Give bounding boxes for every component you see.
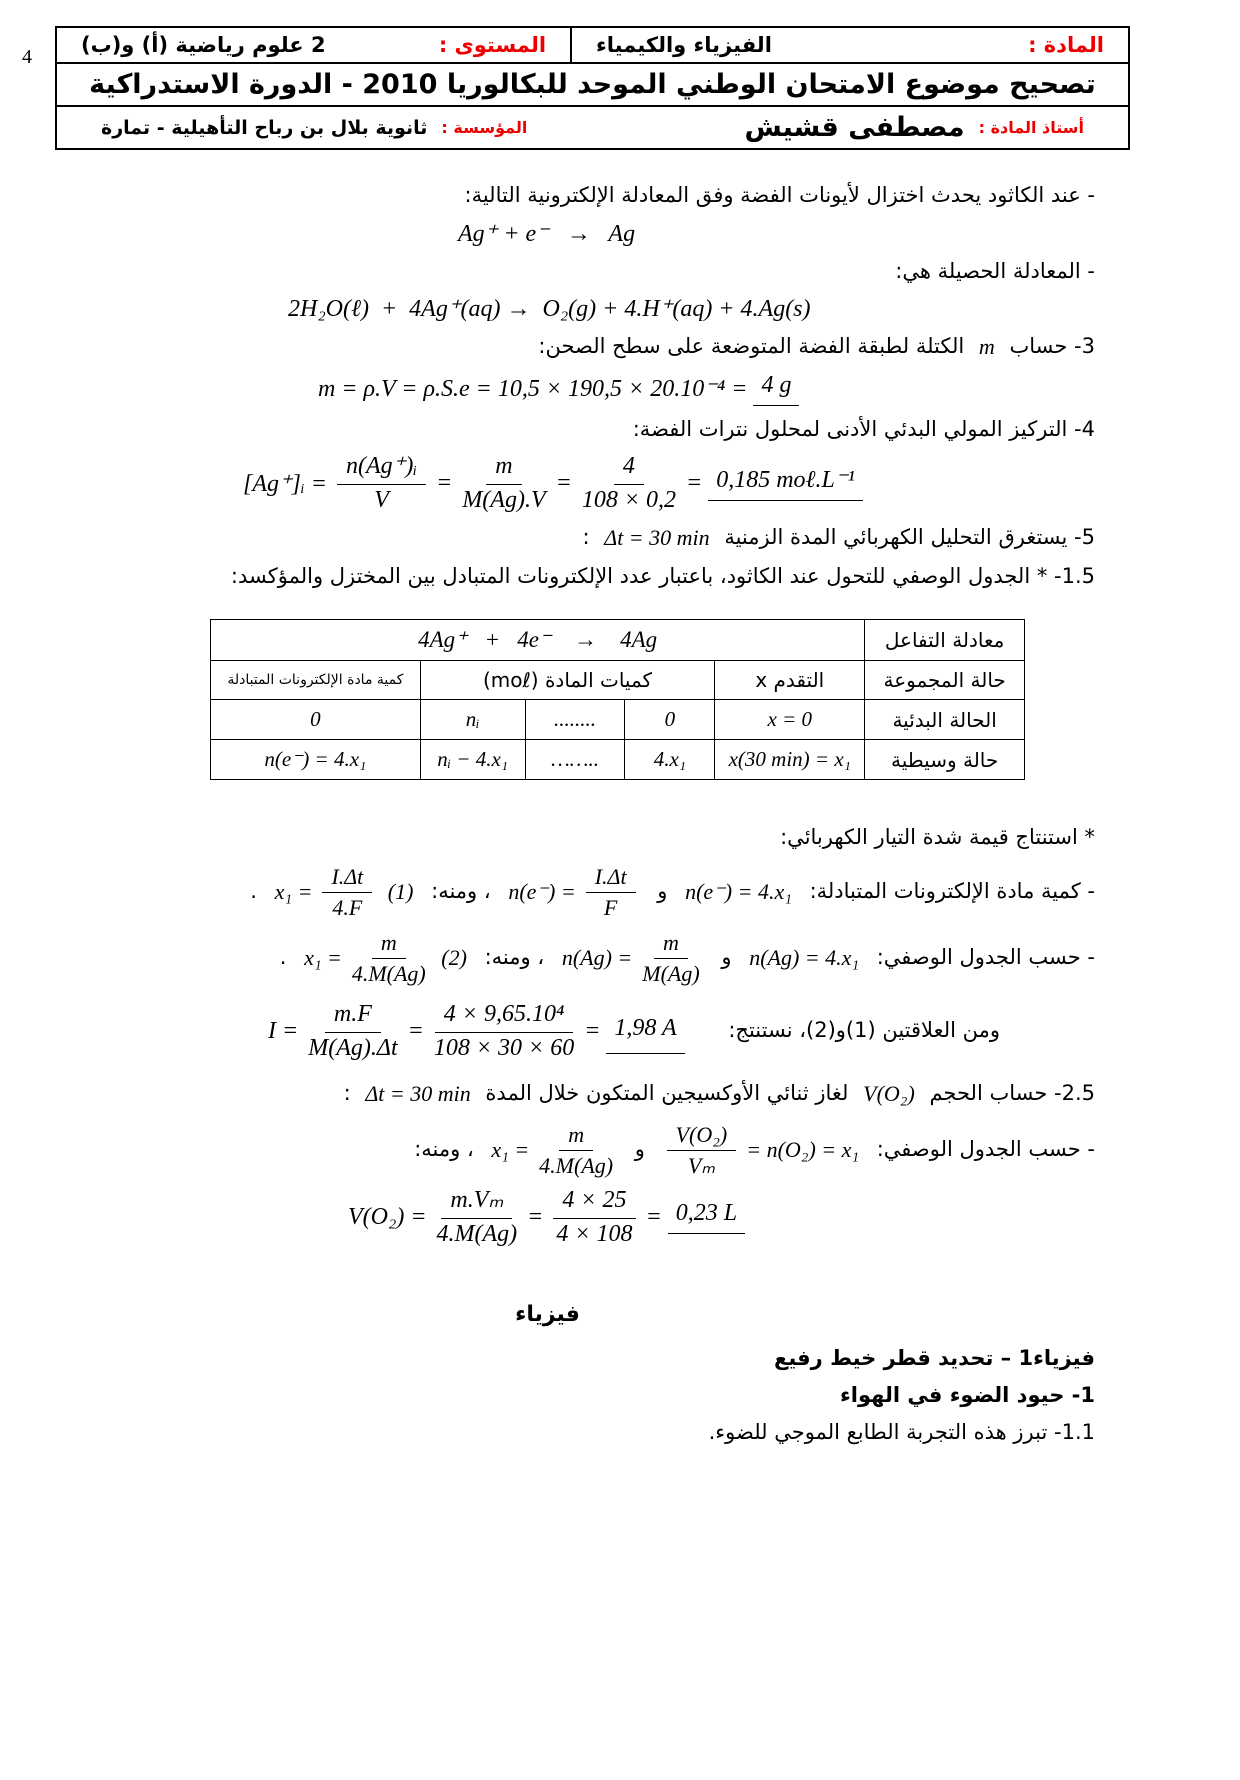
initial-x-cell: x = 0 (715, 700, 865, 740)
oxygen-mole-equation: $\frac{\text{V(O₂)}}{\text{Vₘ}}$ = n(O₂) = x₁ (660, 1121, 862, 1179)
current-intensity-equation: I = $\frac{m.F}{M(Ag).\Delta t}$ = $\frac{\text{4 × 9,65.10⁴}}{108 \times 30 \times 60}$ = 1,98 A (265, 1000, 688, 1062)
duration-text-pre: 5- يستغرق التحليل الكهربائي المدة الزمنية (717, 525, 1095, 550)
intermediate-state-cell: حالة وسيطية (865, 740, 1025, 780)
current-result-line (0, 1000, 1095, 1062)
mass-equation: m = ρ.V = ρ.S.e = 10,5 × 190,5 × 20.10⁻⁴ = 4 g (0, 372, 1095, 406)
volume-symbol: V(O₂) (863, 1081, 915, 1107)
level-label: المستوى : (438, 33, 547, 57)
balance-equation: 2H₂O(ℓ) + 4Ag⁺(aq) → O₂(g) + 4.H⁺(aq) + 4.Ag(s) (288, 296, 811, 323)
subject-label: المادة : (1028, 33, 1104, 57)
electrolysis-duration-text (0, 520, 1095, 556)
level-cell (56, 27, 571, 63)
electrons-amount-label: - كمية مادة الإلكترونات المتبادلة: (802, 878, 1095, 903)
intermediate-ni-cell: nᵢ − 4.x₁ (420, 740, 525, 780)
x1-relation-2: x₁ = $\frac{m}{4.M(Ag)}$ (2) (304, 929, 467, 986)
electrons-label-cell: كمية مادة الإلكترونات المتبادلة (211, 661, 421, 700)
table-row-equation (211, 620, 1025, 661)
table-row-initial (211, 700, 1025, 740)
volume-question-text (0, 1076, 1095, 1112)
amounts-label-cell: كميات المادة (moℓ) (420, 661, 715, 700)
level-value: 2 علوم رياضية (أ) و(ب) (81, 33, 326, 57)
mass-question-text (0, 329, 1095, 365)
equation-label-cell: معادلة التفاعل (865, 620, 1025, 661)
hence-text-1: ، ومنه: (424, 878, 491, 903)
volume-duration-value: Δt = 30 min (365, 1081, 471, 1107)
and-conjunction-2: و (714, 944, 732, 969)
initial-quantity-cell: 0 (625, 700, 715, 740)
level-inner (65, 33, 562, 57)
progress-table (210, 619, 1025, 780)
state-label-cell: حالة المجموعة (865, 661, 1025, 700)
volume-result-equation: V(O₂) = $\frac{\text{m.Vₘ}}{4.M(Ag)}$ = $\frac{4 \times 25}{4 \times 108}$ = 0,23 L (0, 1186, 1095, 1248)
cathode-reduction-text: - عند الكاثود يحدث اختزال لأيونات الفضة وفق المعادلة الإلكترونية التالية: (464, 183, 1095, 207)
volume-table-line (0, 1121, 1095, 1179)
document-title: تصحيح موضوع الامتحان الوطني الموحد للبكالوريا 2010 - الدورة الاستدراكية (56, 63, 1129, 106)
intermediate-electrons-cell: n(e⁻) = 4.x₁ (211, 740, 421, 780)
descriptive-table-line (0, 929, 1095, 987)
table-equation-cell: 4Ag⁺ + 4e⁻ → 4Ag (211, 620, 865, 661)
subject-inner (580, 33, 1120, 57)
faraday-equation: n(e⁻) = $\frac{I.\Delta t}{F}$ (505, 863, 642, 921)
table-row-intermediate (211, 740, 1025, 780)
header-row-subject-level (56, 27, 1129, 63)
intermediate-x-cell: x(30 min) = x₁ (715, 740, 865, 780)
concentration-question-text: 4- التركيز المولي البدئي الأدنى لمحلول نترات الفضة: (632, 416, 1095, 441)
volume-table-label: - حسب الجدول الوصفي: (870, 1136, 1095, 1161)
teacher-school-cell (56, 106, 1129, 149)
header-table (55, 26, 1130, 150)
and-conjunction-3: و (628, 1136, 645, 1161)
initial-electrons-cell: 0 (211, 700, 421, 740)
header-row-teacher-school (56, 106, 1129, 149)
intermediate-dots-cell: …….. (525, 740, 625, 780)
electronic-equation: Ag⁺ + e⁻ → Ag (458, 220, 636, 247)
and-conjunction-1: و (650, 878, 668, 903)
page-number: 4 (22, 46, 32, 68)
teacher-name: مصطفى قشيش (744, 112, 965, 143)
mass-text-pre: 3- حساب (1002, 334, 1095, 359)
x1-mass-equation: x₁ = $\frac{m}{4.M(Ag)}$ (491, 1121, 614, 1178)
sentence-period-2: . (279, 944, 287, 969)
school-label: المؤسسة : (441, 118, 528, 137)
initial-ni-cell: nᵢ (420, 700, 525, 740)
hence-text-3: ، ومنه: (414, 1136, 474, 1161)
electrons-amount-line (0, 863, 1095, 921)
volume-text-pre: 2.5- حساب الحجم (922, 1081, 1095, 1106)
intermediate-quantity-cell: 4.x₁ (625, 740, 715, 780)
duration-value: Δt = 30 min (604, 525, 710, 551)
header-row-title (56, 63, 1129, 106)
teacher-group (744, 112, 1084, 143)
volume-text-mid: لغاز ثنائي الأوكسيجين المتكون خلال المدة (478, 1081, 849, 1106)
mass-text-post: الكتلة لطبقة الفضة المتوضعة على سطح الصحن: (538, 334, 965, 359)
document-body (0, 150, 1240, 1449)
subject-cell (571, 27, 1129, 63)
initial-dots-cell: ........ (525, 700, 625, 740)
school-group (101, 117, 527, 139)
descriptive-table-label: - حسب الجدول الوصفي: (870, 944, 1095, 969)
duration-text-post: : (582, 525, 590, 550)
subject-value: الفيزياء والكيمياء (596, 33, 772, 57)
silver-count-equation: n(Ag) = 4.x₁ (749, 944, 860, 970)
volume-text-post: : (343, 1081, 351, 1106)
progress-label-cell: التقدم x (715, 661, 865, 700)
exam-correction-page (0, 26, 1240, 1449)
x1-relation-1: x₁ = $\frac{I.\Delta t}{4.F}$ (1) (274, 863, 414, 921)
teacher-school-inner (65, 112, 1120, 143)
table-intro-text: 1.5- * الجدول الوصفي للتحول عند الكاثود، باعتبار عدد الإلكترونات المتبادل بين المختزل والمؤكسد: (230, 563, 1095, 588)
electrons-count-equation: n(e⁻) = 4.x₁ (685, 879, 792, 905)
silver-molar-equation: n(Ag) = $\frac{m}{M(Ag)}$ (561, 929, 700, 986)
table-row-headers (211, 661, 1025, 700)
relations-conclusion-text: ومن العلاقتين (1)و(2)، نستنتج: (721, 1018, 1000, 1043)
hence-text-2: ، ومنه: (477, 944, 545, 969)
physics-section-title: فيزياء (515, 1302, 580, 1328)
wave-nature-text: 1.1- تبرز هذه التجربة الطابع الموجي للضوء. (708, 1419, 1095, 1444)
balance-equation-text: - المعادلة الحصيلة هي: (895, 258, 1095, 283)
school-name: ثانوية بلال بن رباح التأهيلية - تمارة (101, 116, 428, 139)
teacher-label: أستاذ المادة : (978, 118, 1084, 137)
concentration-equation: [Ag⁺]ᵢ = $\frac{\text{n(Ag⁺)ᵢ}}{V}$ = $\frac{m}{M(Ag).V}$ = $\frac{4}{108 \times 0,2}$ = 0,185 moℓ.L⁻¹ (0, 452, 1095, 514)
current-intro-text: * استنتاج قيمة شدة التيار الكهربائي: (780, 825, 1095, 850)
initial-state-cell: الحالة البدئية (865, 700, 1025, 740)
sentence-period-1: . (250, 878, 257, 903)
mass-symbol: m (978, 334, 995, 360)
diffraction-heading: 1- حيود الضوء في الهواء (840, 1383, 1095, 1408)
physics1-heading: فيزياء1 – تحديد قطر خيط رفيع (774, 1346, 1095, 1371)
